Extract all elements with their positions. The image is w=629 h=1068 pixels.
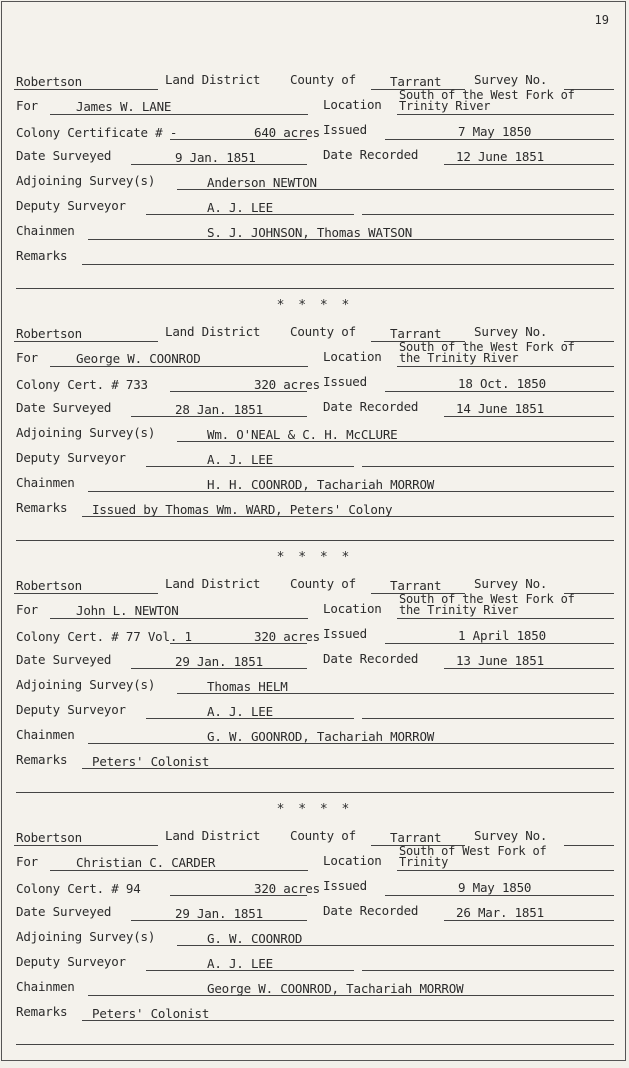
date-surveyed-underline xyxy=(131,920,307,921)
chainmen-label: Chainmen xyxy=(16,979,75,994)
cert-underline xyxy=(170,643,307,644)
chainmen-underline xyxy=(88,239,614,240)
land-district-label: Land District xyxy=(165,828,261,843)
date-surveyed-value: 29 Jan. 1851 xyxy=(175,906,263,921)
survey-no-underline xyxy=(564,845,614,846)
chainmen-underline xyxy=(88,491,614,492)
deputy-underline-right xyxy=(362,466,614,467)
district-underline xyxy=(14,845,158,846)
district-underline xyxy=(14,341,158,342)
for-label: For xyxy=(16,98,38,113)
date-surveyed-value: 28 Jan. 1851 xyxy=(175,402,263,417)
adjoining-underline xyxy=(177,189,614,190)
chainmen-label: Chainmen xyxy=(16,223,75,238)
adjoining-label: Adjoining Survey(s) xyxy=(16,425,156,440)
for-value: John L. NEWTON xyxy=(76,603,179,618)
location-underline xyxy=(397,114,614,115)
adjoining-underline xyxy=(177,693,614,694)
date-recorded-value: 14 June 1851 xyxy=(456,401,544,416)
date-recorded-label: Date Recorded xyxy=(323,651,419,666)
remarks-underline xyxy=(82,768,614,769)
for-underline xyxy=(50,870,308,871)
deputy-surveyor-label: Deputy Surveyor xyxy=(16,198,126,213)
acres-value: 640 acres xyxy=(254,125,320,140)
adjoining-underline xyxy=(177,945,614,946)
location-underline xyxy=(397,366,614,367)
remarks-value: Peters' Colonist xyxy=(92,754,210,769)
deputy-surveyor-label: Deputy Surveyor xyxy=(16,954,126,969)
county-of-label: County of xyxy=(290,72,356,87)
cert-underline xyxy=(170,391,307,392)
date-surveyed-underline xyxy=(131,416,307,417)
deputy-underline-right xyxy=(362,718,614,719)
for-value: Christian C. CARDER xyxy=(76,855,216,870)
survey-record xyxy=(2,576,627,816)
date-recorded-label: Date Recorded xyxy=(323,147,419,162)
date-recorded-value: 13 June 1851 xyxy=(456,653,544,668)
issued-value: 7 May 1850 xyxy=(458,124,532,139)
land-district-label: Land District xyxy=(165,576,261,591)
county-value: Tarrant xyxy=(390,830,442,845)
location-label: Location xyxy=(323,349,382,364)
district-value: Robertson xyxy=(16,830,82,845)
cert-underline xyxy=(170,895,307,896)
remarks-label: Remarks xyxy=(16,752,68,767)
survey-no-label: Survey No. xyxy=(474,72,548,87)
chainmen-label: Chainmen xyxy=(16,475,75,490)
adjoining-value: G. W. COONROD xyxy=(207,931,303,946)
survey-record xyxy=(2,72,627,312)
chainmen-underline xyxy=(88,743,614,744)
issued-label: Issued xyxy=(323,878,367,893)
date-recorded-value: 12 June 1851 xyxy=(456,149,544,164)
land-district-label: Land District xyxy=(165,72,261,87)
issued-label: Issued xyxy=(323,122,367,137)
district-value: Robertson xyxy=(16,326,82,341)
chainmen-value: S. J. JOHNSON, Thomas WATSON xyxy=(207,225,413,240)
date-surveyed-value: 9 Jan. 1851 xyxy=(175,150,256,165)
colony-cert-label: Colony Cert. # 733 xyxy=(16,377,148,392)
remarks-underline xyxy=(82,1020,614,1021)
district-value: Robertson xyxy=(16,578,82,593)
remarks-label: Remarks xyxy=(16,1004,68,1019)
location-label: Location xyxy=(323,853,382,868)
acres-value: 320 acres xyxy=(254,377,320,392)
date-surveyed-label: Date Surveyed xyxy=(16,904,112,919)
colony-cert-label: Colony Cert. # 77 Vol. 1 xyxy=(16,629,192,644)
date-surveyed-underline xyxy=(131,668,307,669)
issued-label: Issued xyxy=(323,374,367,389)
remarks-underline xyxy=(82,264,614,265)
for-value: George W. COONROD xyxy=(76,351,201,366)
survey-no-label: Survey No. xyxy=(474,576,548,591)
for-underline xyxy=(50,366,308,367)
date-surveyed-underline xyxy=(131,164,307,165)
deputy-surveyor-value: A. J. LEE xyxy=(207,956,273,971)
deputy-surveyor-label: Deputy Surveyor xyxy=(16,450,126,465)
deputy-surveyor-value: A. J. LEE xyxy=(207,200,273,215)
date-surveyed-value: 29 Jan. 1851 xyxy=(175,654,263,669)
colony-cert-label: Colony Cert. # 94 xyxy=(16,881,141,896)
issued-value: 18 Oct. 1850 xyxy=(458,376,546,391)
separator-stars: * * * * xyxy=(276,802,353,817)
document-page xyxy=(1,1,626,1061)
location-label: Location xyxy=(323,97,382,112)
for-label: For xyxy=(16,350,38,365)
for-underline xyxy=(50,618,308,619)
colony-cert-label: Colony Certificate # - xyxy=(16,125,178,140)
chainmen-underline xyxy=(88,995,614,996)
district-underline xyxy=(14,593,158,594)
adjoining-label: Adjoining Survey(s) xyxy=(16,929,156,944)
remarks-value: Issued by Thomas Wm. WARD, Peters' Colony xyxy=(92,502,393,517)
issued-underline xyxy=(385,139,614,140)
survey-record xyxy=(2,324,627,564)
chainmen-value: H. H. COONROD, Tachariah MORROW xyxy=(207,477,435,492)
deputy-underline xyxy=(146,214,354,215)
deputy-underline xyxy=(146,970,354,971)
for-underline xyxy=(50,114,308,115)
survey-no-label: Survey No. xyxy=(474,324,548,339)
survey-record xyxy=(2,828,627,1068)
for-label: For xyxy=(16,854,38,869)
survey-no-label: Survey No. xyxy=(474,828,548,843)
date-recorded-label: Date Recorded xyxy=(323,903,419,918)
location-line2: Trinity River xyxy=(399,99,491,113)
remarks-label: Remarks xyxy=(16,248,68,263)
adjoining-value: Thomas HELM xyxy=(207,679,288,694)
location-line2: Trinity xyxy=(399,855,449,869)
deputy-surveyor-value: A. J. LEE xyxy=(207,452,273,467)
blank-line xyxy=(16,1044,614,1045)
remarks-underline xyxy=(82,516,614,517)
deputy-surveyor-value: A. J. LEE xyxy=(207,704,273,719)
location-line2: the Trinity River xyxy=(399,603,519,617)
county-value: Tarrant xyxy=(390,326,442,341)
land-district-label: Land District xyxy=(165,324,261,339)
date-surveyed-label: Date Surveyed xyxy=(16,148,112,163)
adjoining-label: Adjoining Survey(s) xyxy=(16,173,156,188)
location-line1: South of the West Fork of xyxy=(399,340,575,354)
location-line1: South of the West Fork of xyxy=(399,592,575,606)
date-recorded-underline xyxy=(444,668,614,669)
deputy-underline xyxy=(146,718,354,719)
deputy-underline-right xyxy=(362,970,614,971)
date-surveyed-label: Date Surveyed xyxy=(16,400,112,415)
location-line2: the Trinity River xyxy=(399,351,519,365)
adjoining-label: Adjoining Survey(s) xyxy=(16,677,156,692)
issued-label: Issued xyxy=(323,626,367,641)
separator-stars: * * * * xyxy=(276,550,353,565)
issued-value: 1 April 1850 xyxy=(458,628,546,643)
district-value: Robertson xyxy=(16,74,82,89)
county-value: Tarrant xyxy=(390,74,442,89)
page-number: 19 xyxy=(594,13,609,27)
county-of-label: County of xyxy=(290,828,356,843)
issued-underline xyxy=(385,895,614,896)
county-value: Tarrant xyxy=(390,578,442,593)
blank-line xyxy=(16,540,614,541)
issued-value: 9 May 1850 xyxy=(458,880,532,895)
blank-line xyxy=(16,792,614,793)
location-underline xyxy=(397,618,614,619)
chainmen-value: George W. COONROD, Tachariah MORROW xyxy=(207,981,464,996)
remarks-label: Remarks xyxy=(16,500,68,515)
chainmen-value: G. W. GOONROD, Tachariah MORROW xyxy=(207,729,435,744)
date-surveyed-label: Date Surveyed xyxy=(16,652,112,667)
county-of-label: County of xyxy=(290,576,356,591)
deputy-underline xyxy=(146,466,354,467)
acres-value: 320 acres xyxy=(254,629,320,644)
issued-underline xyxy=(385,391,614,392)
date-recorded-underline xyxy=(444,920,614,921)
date-recorded-label: Date Recorded xyxy=(323,399,419,414)
blank-line xyxy=(16,288,614,289)
deputy-underline-right xyxy=(362,214,614,215)
location-label: Location xyxy=(323,601,382,616)
separator-stars: * * * * xyxy=(276,298,353,313)
for-label: For xyxy=(16,602,38,617)
remarks-value: Peters' Colonist xyxy=(92,1006,210,1021)
location-line1: South of the West Fork of xyxy=(399,88,575,102)
issued-underline xyxy=(385,643,614,644)
acres-value: 320 acres xyxy=(254,881,320,896)
location-underline xyxy=(397,870,614,871)
date-recorded-underline xyxy=(444,416,614,417)
adjoining-underline xyxy=(177,441,614,442)
county-of-label: County of xyxy=(290,324,356,339)
location-line1: South of West Fork of xyxy=(399,844,547,858)
date-recorded-underline xyxy=(444,164,614,165)
adjoining-value: Anderson NEWTON xyxy=(207,175,317,190)
adjoining-value: Wm. O'NEAL & C. H. McCLURE xyxy=(207,427,398,442)
chainmen-label: Chainmen xyxy=(16,727,75,742)
deputy-surveyor-label: Deputy Surveyor xyxy=(16,702,126,717)
for-value: James W. LANE xyxy=(76,99,172,114)
district-underline xyxy=(14,89,158,90)
date-recorded-value: 26 Mar. 1851 xyxy=(456,905,544,920)
cert-underline xyxy=(170,139,307,140)
